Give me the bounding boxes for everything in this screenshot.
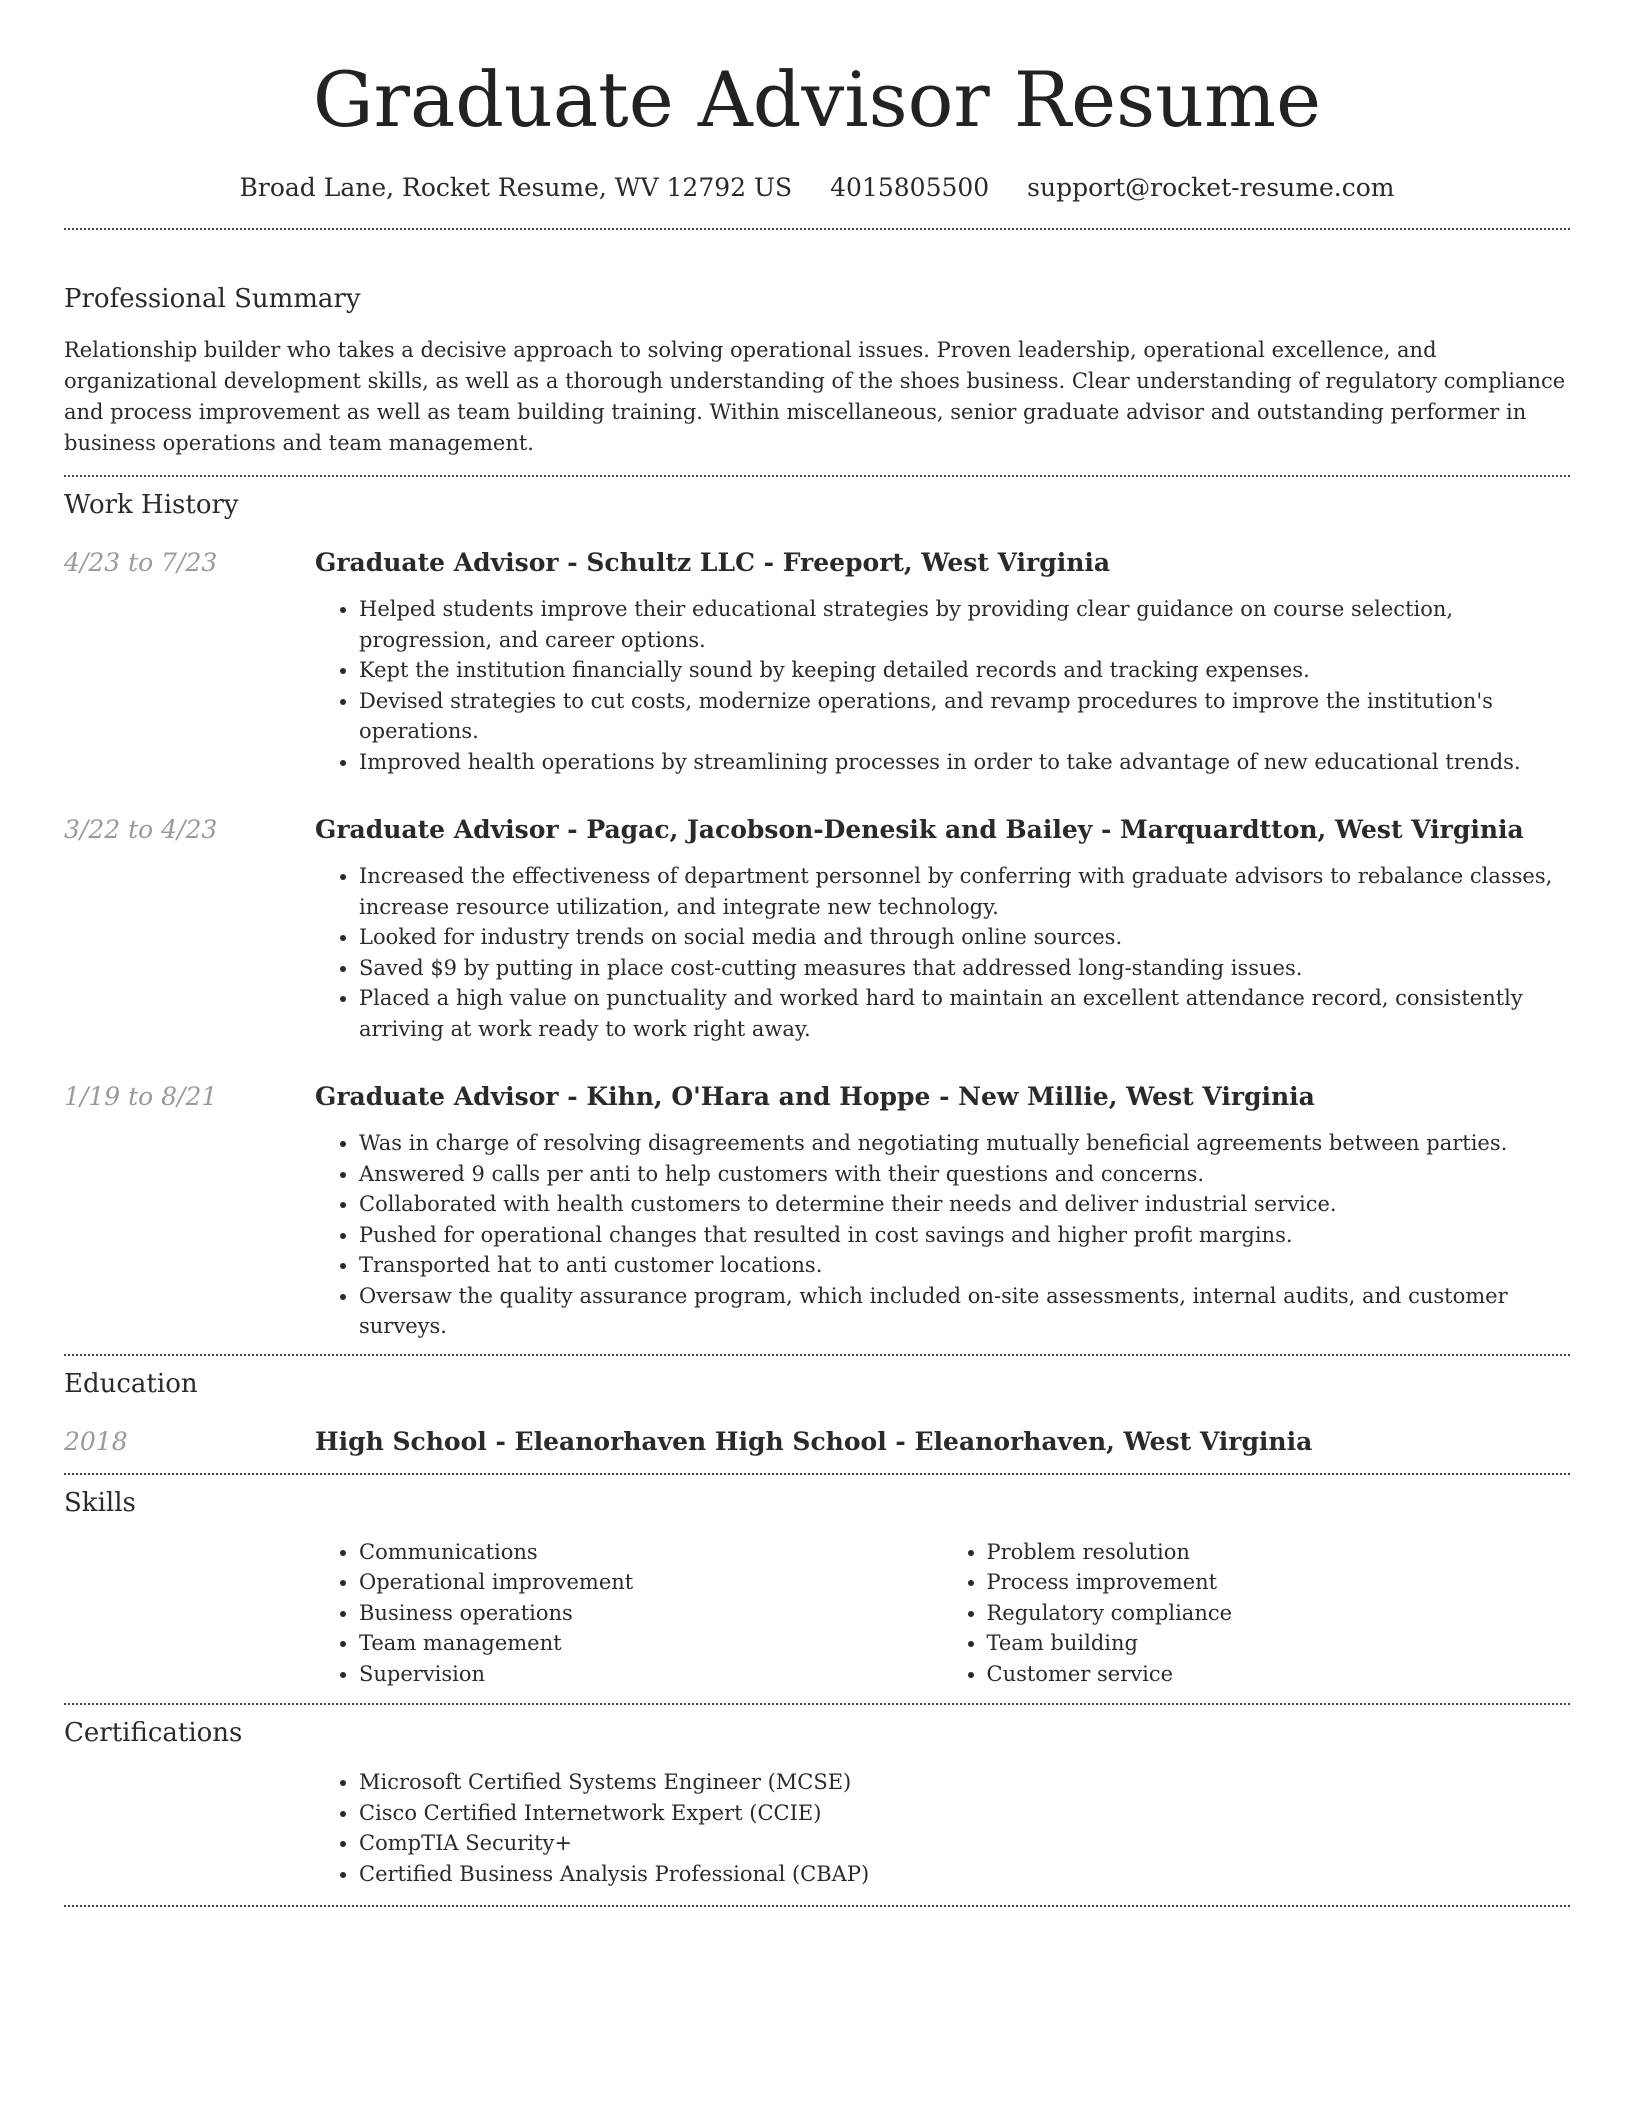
contact-line: [64, 170, 1570, 206]
job-entry: [64, 1080, 1570, 1354]
list-item: • Operational improvement: [359, 1567, 943, 1598]
list-item: • Looked for industry trends on social media and through online sources.: [359, 922, 1570, 953]
job-title: Graduate Advisor - Pagac, Jacobson-Denesik and Bailey - Marquardtton, West Virginia: [315, 815, 1524, 844]
contact-phone: 4015805500: [830, 173, 990, 202]
job-bullets: [315, 861, 1570, 1044]
list-item: • Oversaw the quality assurance program, which included on-site assessments, internal audits, and customer surveys.: [359, 1281, 1570, 1342]
skills-title: Skills: [64, 1487, 136, 1518]
section-divider: [64, 1905, 1570, 1907]
summary-title: Professional Summary: [64, 284, 361, 314]
skills-list-left: [315, 1537, 943, 1690]
job-title: Graduate Advisor - Schultz LLC - Freeport, West Virginia: [315, 548, 1111, 577]
list-item: • Team building: [987, 1628, 1571, 1659]
work-title: Work History: [64, 490, 239, 520]
job-bullets: [315, 1128, 1570, 1354]
list-item: • Saved $9 by putting in place cost-cutting measures that addressed long-standing issues.: [359, 953, 1570, 984]
education-title: Education: [64, 1368, 198, 1399]
list-item: • Process improvement: [987, 1567, 1571, 1598]
job-dates: 3/22 to 4/23: [64, 815, 218, 844]
list-item: • Improved health operations by streamlining processes in order to take advantage of new educational trends.: [359, 747, 1570, 778]
list-item: • Transported hat to anti customer locations.: [359, 1250, 1570, 1281]
certifications-section: [64, 1705, 1570, 1905]
certifications-list: [315, 1767, 1570, 1889]
skills-columns: [315, 1537, 1570, 1704]
list-item: • Supervision: [359, 1659, 943, 1690]
summary-section: [64, 230, 1570, 475]
contact-email: support@rocket-resume.com: [1027, 173, 1395, 202]
job-entry: [64, 546, 1570, 777]
list-item: • Team management: [359, 1628, 943, 1659]
list-item: • Communications: [359, 1537, 943, 1568]
list-item: • Pushed for operational changes that resulted in cost savings and higher profit margins.: [359, 1220, 1570, 1251]
summary-text: Relationship builder who takes a decisive approach to solving operational issues. Proven leadership, operational excellence, and organizational development skills, as well as a thorough understanding of the shoes business. Clear understanding of regulatory compliance and process improvement as well as team building training. Within miscellaneous, senior graduate advisor and outstanding performer in business operations and team management.: [64, 338, 1566, 455]
education-entry: [64, 1425, 1570, 1473]
certifications-title: Certifications: [64, 1718, 243, 1748]
list-item: • Was in charge of resolving disagreements and negotiating mutually beneficial agreements between parties.: [359, 1128, 1570, 1159]
list-item: • Regulatory compliance: [987, 1598, 1571, 1629]
skills-section: [64, 1475, 1570, 1704]
list-item: • Microsoft Certified Systems Engineer (MCSE): [359, 1767, 1570, 1798]
list-item: • Customer service: [987, 1659, 1571, 1690]
job-title: Graduate Advisor - Kihn, O'Hara and Hoppe - New Millie, West Virginia: [315, 1082, 1315, 1111]
list-item: • CompTIA Security+: [359, 1828, 1570, 1859]
list-item: • Increased the effectiveness of department personnel by conferring with graduate advisors to rebalance classes, increase resource utilization, and integrate new technology.: [359, 861, 1570, 922]
certifications-body: [315, 1767, 1570, 1905]
job-entry: [64, 813, 1570, 1044]
list-item: • Cisco Certified Internetwork Expert (CCIE): [359, 1798, 1570, 1829]
list-item: • Answered 9 calls per anti to help customers with their questions and concerns.: [359, 1159, 1570, 1190]
job-dates: 1/19 to 8/21: [64, 1082, 218, 1111]
list-item: • Certified Business Analysis Professional (CBAP): [359, 1859, 1570, 1890]
resume-header: [64, 0, 1570, 206]
contact-address: Broad Lane, Rocket Resume, WV 12792 US: [239, 173, 793, 202]
resume-page: [64, 0, 1570, 1907]
skills-list-right: [943, 1537, 1571, 1690]
work-section: [64, 477, 1570, 1354]
education-text: High School - Eleanorhaven High School - Eleanorhaven, West Virginia: [315, 1426, 1313, 1456]
list-item: • Kept the institution financially sound by keeping detailed records and tracking expenses.: [359, 655, 1570, 686]
job-bullets: [315, 594, 1570, 777]
education-year: 2018: [64, 1426, 128, 1456]
list-item: • Devised strategies to cut costs, modernize operations, and revamp procedures to improve the institution's operations.: [359, 686, 1570, 747]
list-item: • Collaborated with health customers to determine their needs and deliver industrial service.: [359, 1189, 1570, 1220]
list-item: • Helped students improve their educational strategies by providing clear guidance on course selection, progression, and career options.: [359, 594, 1570, 655]
job-dates: 4/23 to 7/23: [64, 548, 218, 577]
list-item: • Business operations: [359, 1598, 943, 1629]
list-item: • Placed a high value on punctuality and worked hard to maintain an excellent attendance record, consistently arriving at work ready to work right away.: [359, 983, 1570, 1044]
list-item: • Problem resolution: [987, 1537, 1571, 1568]
resume-name: Graduate Advisor Resume: [312, 55, 1322, 144]
education-section: [64, 1356, 1570, 1473]
